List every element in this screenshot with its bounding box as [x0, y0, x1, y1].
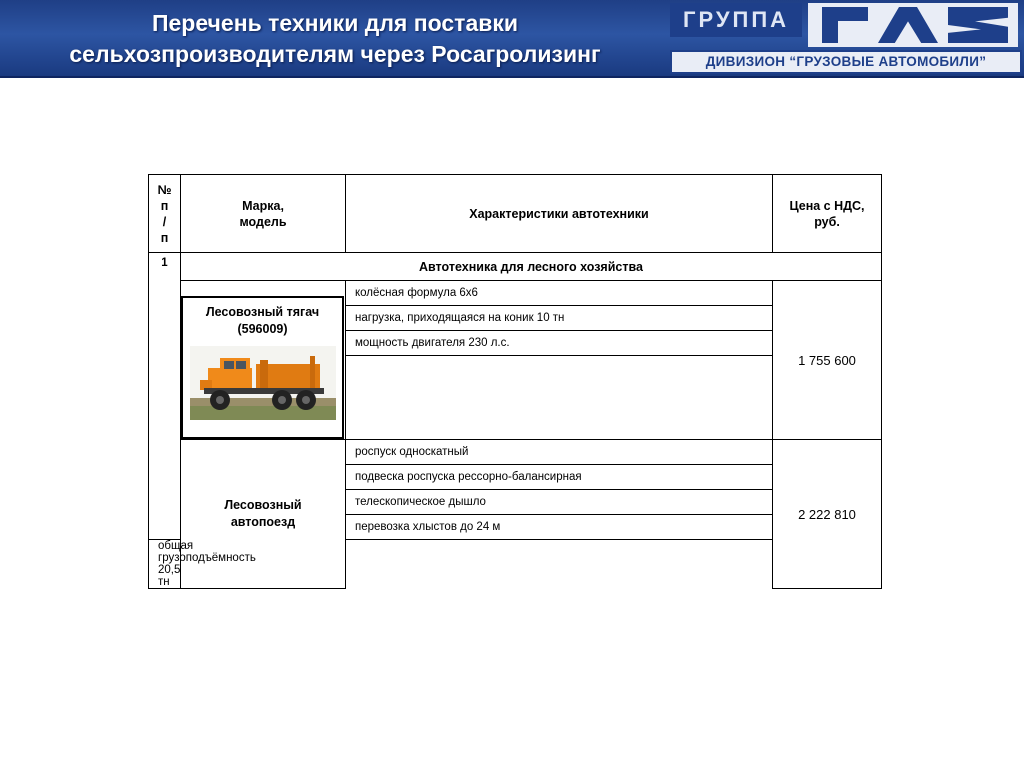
- vehicle-1-name: Лесовозный тягач: [205, 305, 320, 319]
- spec-1-3: мощность двигателя 230 л.с.: [346, 331, 773, 356]
- spec-1-2: нагрузка, приходящаяся на коник 10 тн: [346, 306, 773, 331]
- vehicle-2-name-line2: автопоезд: [230, 515, 296, 529]
- spec-2-3: телескопическое дышло: [346, 490, 773, 515]
- vehicle-table: [148, 174, 882, 589]
- vehicle-2-name: Лесовозный: [224, 498, 302, 512]
- logo-division-text: ДИВИЗИОН “ГРУЗОВЫЕ АВТОМОБИЛИ”: [670, 50, 1022, 74]
- section-number: 1: [149, 253, 181, 540]
- table-row: [149, 440, 882, 465]
- table-row: [149, 281, 882, 306]
- header-num: № п / п: [149, 175, 181, 253]
- vehicle-1-code: (596009): [237, 322, 288, 336]
- page-title: [0, 2, 670, 76]
- gaz-lettermark-icon: [808, 3, 1018, 47]
- page-title-line1: Перечень техники для поставки: [151, 10, 519, 36]
- vehicle-2-price: 2 222 810: [773, 440, 882, 589]
- vehicle-1-model: [181, 281, 346, 440]
- gaz-logo-icon: [670, 0, 1024, 78]
- spec-2-4: перевозка хлыстов до 24 м: [346, 515, 773, 540]
- orange-truck-photo: [190, 346, 336, 420]
- spec-2-1: роспуск односкатный: [346, 440, 773, 465]
- section-title: Автотехника для лесного хозяйства: [181, 253, 882, 281]
- logo-group-text: ГРУППА: [670, 3, 802, 37]
- spec-2-5: общая грузоподъёмность 20,5 тн: [149, 540, 181, 589]
- page-title-line2: сельхозпроизводителям через Росагролизинг: [69, 41, 601, 67]
- table-header-row: [149, 175, 882, 253]
- spec-1-1: колёсная формула 6х6: [346, 281, 773, 306]
- vehicle-1-price: 1 755 600: [773, 281, 882, 440]
- header-price: Цена с НДС, руб.: [773, 175, 882, 253]
- vehicle-2-model: [181, 440, 346, 589]
- header-model: Марка, модель: [181, 175, 346, 253]
- header-bar: [0, 0, 1024, 78]
- spec-2-2: подвеска роспуска рессорно-балансирная: [346, 465, 773, 490]
- section-row: [149, 253, 882, 281]
- vehicle-1-card: [181, 296, 344, 439]
- spec-1-empty: [346, 356, 773, 440]
- header-specs: Характеристики автотехники: [346, 175, 773, 253]
